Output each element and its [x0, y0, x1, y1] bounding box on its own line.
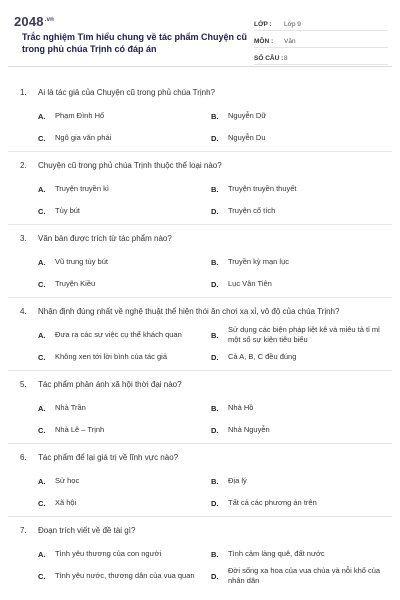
question-text	[20, 234, 172, 243]
option-letter: D.	[211, 498, 219, 508]
option-text: Sử học	[55, 476, 80, 485]
option-text: Nguyễn Dữ	[228, 111, 267, 120]
meta-value: Văn	[284, 38, 296, 45]
answer-option[interactable]	[38, 474, 208, 488]
option-text: Lục Vân Tiên	[228, 279, 272, 288]
option-text: Tất cả các phương án trên	[228, 498, 317, 507]
answer-option[interactable]	[38, 569, 208, 583]
option-letter: C.	[38, 352, 46, 362]
meta-key: LỚP :	[254, 21, 272, 28]
answer-option[interactable]	[38, 277, 208, 291]
site-logo[interactable]	[14, 14, 54, 29]
option-text: Nguyễn Du	[228, 133, 266, 142]
question-number: 6.	[20, 453, 27, 462]
question-text	[20, 453, 178, 462]
option-text: Truyện truyền thuyết	[228, 184, 297, 193]
option-letter: B.	[211, 257, 219, 267]
option-text: Nhà Nguyễn	[228, 425, 270, 434]
meta-row-subject	[254, 31, 388, 48]
question-number: 5.	[20, 380, 27, 389]
question-number: 7.	[20, 526, 27, 535]
answer-option[interactable]	[211, 255, 391, 269]
answer-option[interactable]	[211, 204, 391, 218]
option-letter: C.	[38, 206, 46, 216]
option-text: Tình yêu thương của con người	[55, 549, 162, 558]
meta-key: SỐ CÂU :	[254, 55, 284, 62]
answer-option[interactable]	[38, 328, 208, 342]
option-letter: D.	[211, 571, 219, 581]
meta-value: Lớp 9	[284, 21, 301, 28]
answer-option[interactable]	[211, 182, 391, 196]
quiz-meta	[254, 14, 388, 65]
question-text	[20, 526, 135, 535]
question-text	[20, 88, 215, 97]
option-text: Nhà Lê – Trịnh	[55, 425, 105, 434]
option-letter: B.	[211, 111, 219, 121]
option-text: Địa lý	[228, 476, 247, 485]
question-label: Tác phẩm phản ánh xã hội thời đại nào?	[38, 380, 182, 389]
option-letter: A.	[38, 111, 46, 121]
option-letter: D.	[211, 425, 219, 435]
answer-option[interactable]	[38, 109, 208, 123]
question-label: Tác phẩm để lại giá trị về lĩnh vực nào?	[38, 453, 179, 462]
answer-option[interactable]	[211, 325, 391, 344]
option-letter: C.	[38, 498, 46, 508]
option-letter: B.	[211, 330, 219, 340]
option-letter: C.	[38, 425, 46, 435]
option-letter: C.	[38, 133, 46, 143]
answer-option[interactable]	[211, 566, 391, 585]
option-text: Tình cảm làng quê, đất nước	[228, 549, 325, 558]
answer-option[interactable]	[38, 423, 208, 437]
meta-key: MÔN :	[254, 38, 274, 45]
answer-option[interactable]	[38, 401, 208, 415]
option-letter: B.	[211, 403, 219, 413]
quiz-title: Trắc nghiệm Tìm hiểu chung về tác phẩm Chuyện cũ trong phủ chúa Trịnh có đáp án	[22, 32, 248, 54]
option-text: Truyện truyền kì	[55, 184, 109, 193]
option-letter: D.	[211, 279, 219, 289]
answer-option[interactable]	[211, 423, 391, 437]
meta-row-grade	[254, 14, 388, 31]
option-text: Nhà Hồ	[228, 403, 254, 412]
question-label: Nhận định đúng nhất về nghệ thuật thể hiện thói ăn chơi xa xỉ, vô độ của chúa Trịnh?	[38, 307, 340, 316]
option-text: Xã hội	[55, 498, 77, 507]
option-text: Truyện cổ tích	[228, 206, 276, 215]
option-text: Nhà Trần	[55, 403, 86, 412]
option-text: Phạm Đình Hổ	[55, 111, 105, 120]
question-divider	[8, 516, 392, 517]
option-text: Truyền kỳ mạn lục	[228, 257, 289, 266]
answer-option[interactable]	[211, 277, 391, 291]
question-number: 1.	[20, 88, 27, 97]
question-label: Ai là tác giả của Chuyện cũ trong phủ chúa Trịnh?	[38, 88, 215, 97]
logo-suffix: .vn	[44, 16, 55, 23]
option-letter: A.	[38, 184, 46, 194]
question-number: 3.	[20, 234, 27, 243]
meta-value: 8	[284, 55, 288, 62]
option-letter: B.	[211, 549, 219, 559]
question-label: Đoạn trích viết về đề tài gì?	[38, 526, 136, 535]
option-letter: D.	[211, 352, 219, 362]
answer-option[interactable]	[38, 496, 208, 510]
quiz-page	[8, 6, 392, 600]
answer-option[interactable]	[211, 131, 391, 145]
answer-option[interactable]	[38, 255, 208, 269]
answer-option[interactable]	[38, 204, 208, 218]
option-letter: C.	[38, 571, 46, 581]
option-letter: A.	[38, 257, 46, 267]
option-letter: D.	[211, 133, 219, 143]
answer-option[interactable]	[38, 182, 208, 196]
question-divider	[8, 151, 392, 152]
option-text: Tùy bút	[55, 206, 81, 215]
question-text	[20, 380, 182, 389]
question-divider	[8, 370, 392, 371]
option-letter: D.	[211, 206, 219, 216]
question-label: Chuyện cũ trong phủ chúa Trịnh thuộc thể loại nào?	[38, 161, 222, 170]
question-number: 4.	[20, 307, 27, 316]
answer-option[interactable]	[211, 496, 391, 510]
answer-option[interactable]	[211, 350, 391, 364]
option-letter: A.	[38, 476, 46, 486]
option-text: Tình yêu nước, thương dân của vua quan	[55, 571, 195, 580]
option-letter: B.	[211, 184, 219, 194]
answer-option[interactable]	[38, 131, 208, 145]
question-text	[20, 161, 222, 170]
answer-option[interactable]	[211, 401, 391, 415]
option-text: Vũ trung tùy bút	[55, 257, 108, 266]
option-text: Đời sống xa hoa của vua chúa và nỗi khổ của nhân dân	[228, 566, 381, 585]
question-number: 2.	[20, 161, 27, 170]
option-text: Đưa ra các sự việc cụ thể khách quan	[55, 330, 182, 339]
answer-option[interactable]	[211, 109, 391, 123]
option-letter: A.	[38, 549, 46, 559]
option-text: Sử dụng các biện pháp liệt kê và miêu tả tỉ mỉ một số sự kiện tiêu biểu	[228, 325, 380, 344]
option-letter: A.	[38, 330, 46, 340]
option-letter: A.	[38, 403, 46, 413]
answer-option[interactable]	[211, 547, 391, 561]
option-text: Truyện Kiều	[55, 279, 96, 288]
question-divider	[8, 443, 392, 444]
quiz-header	[8, 6, 392, 67]
option-text: Cả A, B, C đều đúng	[228, 352, 297, 361]
meta-row-count	[254, 48, 388, 65]
question-divider	[8, 297, 392, 298]
option-letter: B.	[211, 476, 219, 486]
question-label: Văn bản được trích từ tác phẩm nào?	[38, 234, 172, 243]
option-text: Ngô gia văn phái	[55, 133, 112, 142]
option-text: Không xen tới lời bình của tác giả	[55, 352, 167, 361]
answer-option[interactable]	[211, 474, 391, 488]
answer-option[interactable]	[38, 350, 208, 364]
question-text	[20, 307, 339, 316]
option-letter: C.	[38, 279, 46, 289]
answer-option[interactable]	[38, 547, 208, 561]
logo-text: 2048	[14, 14, 44, 29]
question-divider	[8, 224, 392, 225]
